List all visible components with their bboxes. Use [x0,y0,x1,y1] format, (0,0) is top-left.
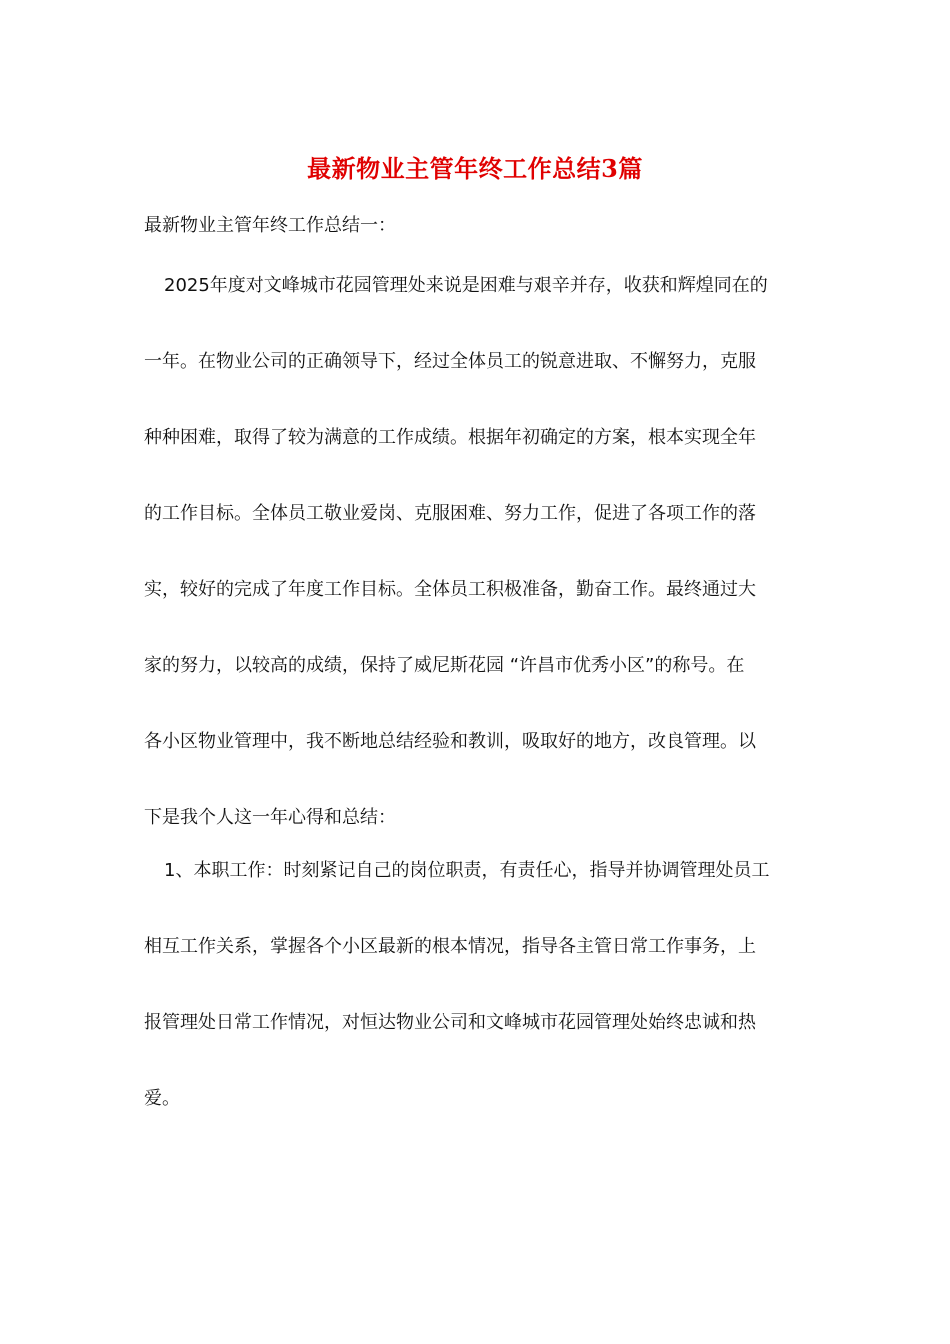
paragraph-line: 爱。 [144,1088,180,1109]
paragraph-line: 实，较好的完成了年度工作目标。全体员工积极准备，勤奋工作。最终通过大 [144,579,756,600]
paragraph-line: 的工作目标。全体员工敬业爱岗、克服困难、努力工作，促进了各项工作的落 [144,503,756,524]
paragraph-line: 一年。在物业公司的正确领导下，经过全体员工的锐意进取、不懈努力，克服 [144,351,756,372]
paragraph-line: 种种困难，取得了较为满意的工作成绩。根据年初确定的方案，根本实现全年 [144,427,756,448]
paragraph-1 [144,248,809,856]
paragraph-line: 相互工作关系，掌握各个小区最新的根本情况，指导各主管日常工作事务，上 [144,936,756,957]
paragraph-line: 各小区物业管理中，我不断地总结经验和教训，吸取好的地方，改良管理。以 [144,731,756,752]
paragraph-line: 报管理处日常工作情况，对恒达物业公司和文峰城市花园管理处始终忠诚和热 [144,1012,756,1033]
section-subheading: 最新物业主管年终工作总结一： [144,215,396,236]
paragraph-line: 家的努力，以较高的成绩，保持了威尼斯花园 “许昌市优秀小区”的称号。在 [144,655,745,676]
paragraph-line: 下是我个人这一年心得和总结： [144,807,396,828]
paragraph-line: 2025年度对文峰城市花园管理处来说是困难与艰辛并存，收获和辉煌同在的 [164,275,768,296]
document-title: 最新物业主管年终工作总结3篇 [307,154,643,183]
paragraph-line: 1、本职工作：时刻紧记自己的岗位职责，有责任心，指导并协调管理处员工 [164,860,770,881]
paragraph-2 [144,833,809,1137]
